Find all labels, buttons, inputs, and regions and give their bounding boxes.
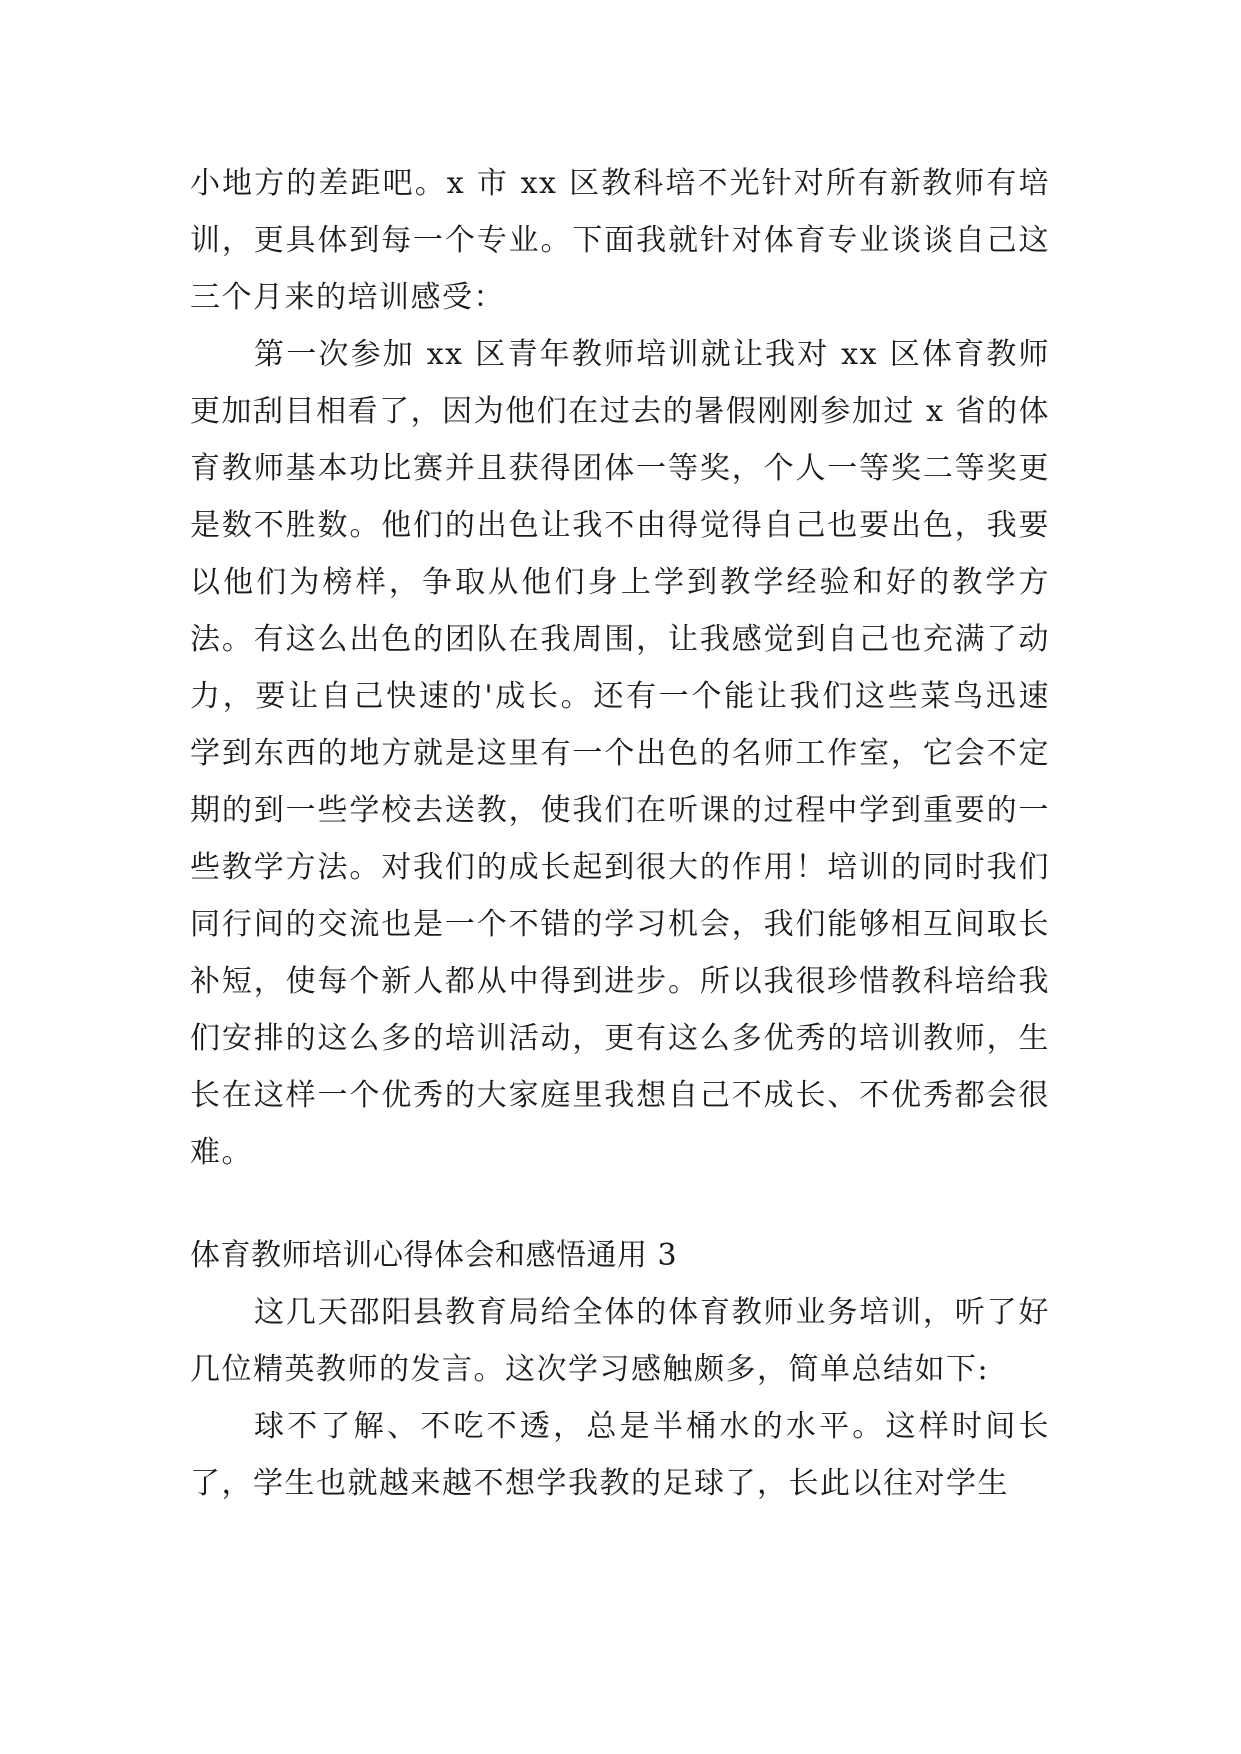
- paragraph-section-intro: 这几天邵阳县教育局给全体的体育教师业务培训，听了好几位精英教师的发言。这次学习感触颇多，简单总结如下:: [190, 1295, 1050, 1387]
- paragraph-continuation: 小地方的差距吧。x 市 xx 区教科培不光针对所有新教师有培训，更具体到每一个专业。下面我就针对体育专业谈谈自己这三个月来的培训感受：: [190, 166, 1050, 315]
- document-body: [190, 155, 1050, 1512]
- paragraph-section-continued: 球不了解、不吃不透，总是半桶水的水平。这样时间长了，学生也就越来越不想学我教的足球了，长此以往对学生: [190, 1409, 1050, 1501]
- paragraph-training-experience: 第一次参加 xx 区青年教师培训就让我对 xx 区体育教师更加刮目相看了，因为他们在过去的暑假刚刚参加过 x 省的体育教师基本功比赛并且获得团体一等奖，个人一等奖二等奖更是数不胜数。他们的出色让我不由得觉得自己也要出色，我要以他们为榜样，争取从他们身上学到教学经验和好的教学方法。有这么出色的团队在我周围，让我感觉到自己也充满了动力，要让自己快速的'成长。还有一个能让我们这些菜鸟迅速学到东西的地方就是这里有一个出色的名师工作室，它会不定期的到一些学校去送教，使我们在听课的过程中学到重要的一些教学方法。对我们的成长起到很大的作用！培训的同时我们同行间的交流也是一个不错的学习机会，我们能够相互间取长补短，使每个新人都从中得到进步。所以我很珍惜教科培给我们安排的这么多的培训活动，更有这么多优秀的培训教师，生长在这样一个优秀的大家庭里我想自己不成长、不优秀都会很难。: [190, 337, 1050, 1170]
- section-heading: 体育教师培训心得体会和感悟通用 3: [190, 1238, 678, 1273]
